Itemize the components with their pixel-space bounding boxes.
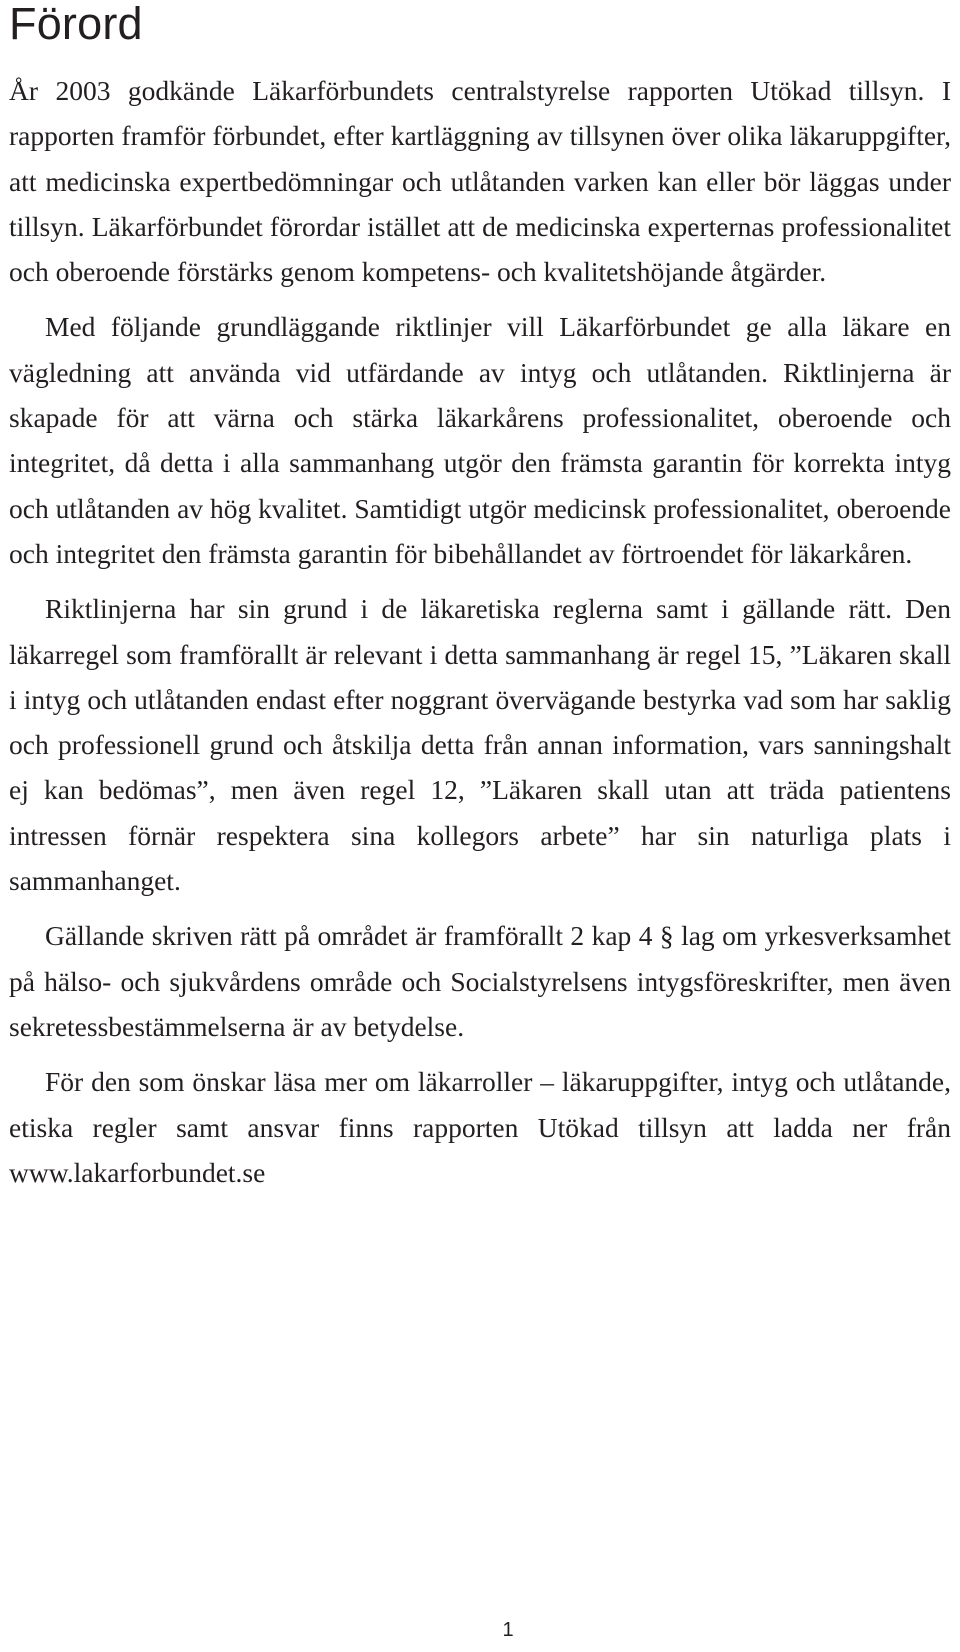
page-number: 1 (502, 1619, 514, 1641)
body-text (9, 68, 951, 1205)
paragraph-5: För den som önskar läsa mer om läkarroller – läkaruppgifter, intyg och utlåtande, etiska regler samt ansvar finns rapporten Utökad tillsyn att ladda ner från www.lakarforbundet.se (9, 1066, 951, 1188)
paragraph-1: År 2003 godkände Läkarförbundets centralstyrelse rapporten Utökad tillsyn. I rapporten framför förbundet, efter kartläggning av tillsynen över olika läkaruppgifter, att medicinska expertbedömningar och utlåtanden varken kan eller bör läggas under tillsyn. Läkarförbundet förordar istället att de medicinska experternas professionalitet och oberoende förstärks genom kompetens- och kvalitetshöjande åtgärder. (9, 75, 951, 288)
paragraph-3: Riktlinjerna har sin grund i de läkaretiska reglerna samt i gällande rätt. Den läkarregel som framförallt är relevant i detta sammanhang är regel 15, ”Läkaren skall i intyg och utlåtanden endast efter noggrant övervägande bestyrka vad som har saklig och professionell grund och åtskilja detta från annan information, vars sanningshalt ej kan bedömas”, men även regel 12, ”Läkaren skall utan att träda patientens intressen förnär respektera sina kollegors arbete” har sin naturliga plats i sammanhanget. (9, 593, 951, 897)
page-title: Förord (9, 0, 143, 49)
paragraph-2: Med följande grundläggande riktlinjer vill Läkarförbundet ge alla läkare en vägledning att använda vid utfärdande av intyg och utlåtanden. Riktlinjerna är skapade för att värna och stärka läkarkårens professionalitet, oberoende och integritet, då detta i alla sammanhang utgör den främsta garantin för korrekta intyg och utlåtanden av hög kvalitet. Samtidigt utgör medicinsk professionalitet, oberoende och integritet den främsta garantin för bibehållandet av förtroendet för läkarkåren. (9, 311, 951, 569)
page-number-container (0, 1618, 960, 1642)
paragraph-4: Gällande skriven rätt på området är framförallt 2 kap 4 § lag om yrkesverksamhet på hälso- och sjukvårdens område och Socialstyrelsens intygsföreskrifter, men även sekretessbestämmelserna är av betydelse. (9, 920, 951, 1042)
